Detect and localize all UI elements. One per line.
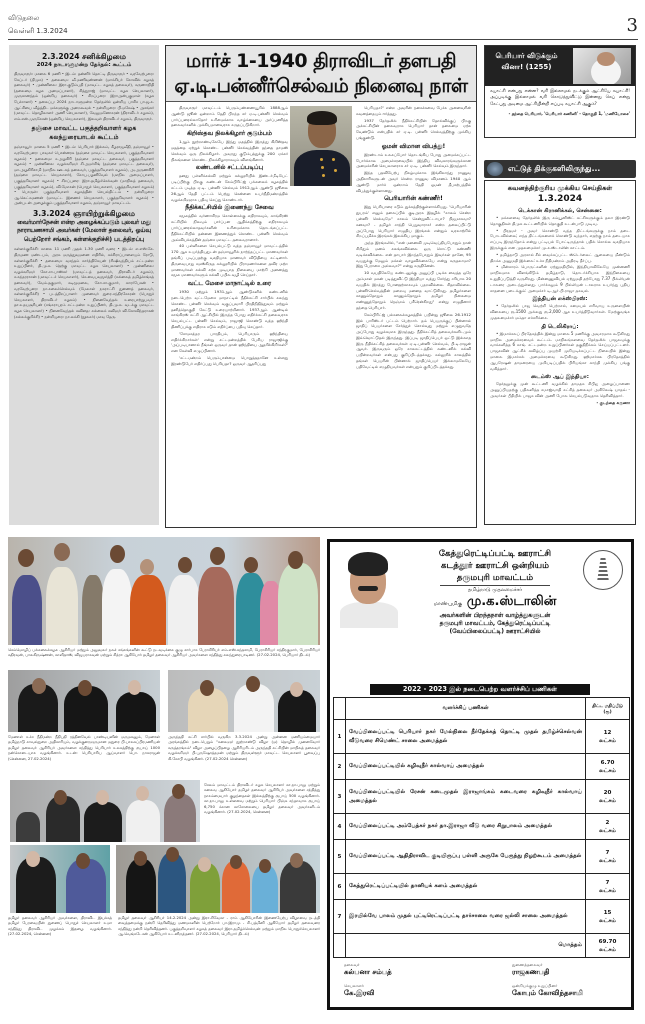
signatory: செயலாளர் கே.இரவி bbox=[344, 983, 375, 997]
table-row bbox=[334, 874, 630, 900]
periyar-question-box bbox=[484, 45, 636, 138]
article-paragraph: 1937 தேர்தலில் நீதிக்கட்சியின் தோல்விக்குப் பிறகு அக்கட்சியின் தலைவராக பெரியார் தான் தலைமை ஏற்க வேண்டும் என்பதில் சர் ஏ.டி. பன்னீர் செல்வத்திற்கு முக்கிய பங்குண்டு. bbox=[356, 117, 471, 140]
news-date: 1.3.2024 bbox=[537, 194, 583, 204]
org-line-3: தருமபுரி மாவட்டம் bbox=[456, 573, 534, 583]
paper-name: விடுதலை bbox=[8, 14, 40, 22]
article-paragraph: இது பெரியாரை கடும் துக்கத்திற்குள்ளாக்கியது. 'பெரியாரின் துயரம்' எனும் தலைப்பில் குடிஅரசு இதழில் "காலம் சென்ற பன்னீர் செல்வமே" காலம் சென்றுவிட்டாயா? நிஜமாகவா? கனவா? - தமிழர் சாந்தி பெறுவாராக! என்ற தலைப்பிட்டு அப்போது பெரியார் எழுதிய இரங்கல் என்றும் வரலாற்றில் சிறப்புமிக்க இரங்கல் இலக்கிய மாகும். bbox=[356, 204, 471, 239]
photo-caption: மேனாள் உச்ச நீதிமன்ற நீதிபதி ரத்தினவேல் பாண்டியனின் மருமகனும், மேனாள் தமிழ்நாடு காவல்துறை அதிகாரியும், வழக்குரைஞருமான மதுரை பி.பாலசுப்பிரமணியன் தமிழர் தலைவர் ஆசிரியர் அவர்களை சந்தித்து பெரியார் உலகத்திற்கு ரூபாய் 1000 நன்கொடையாக வழங்கினார். உடன்: பெரியாரிய ஆய்வாளர் பொ. நாகராஜன் (சென்னை, 27.02.2024) bbox=[8, 734, 160, 761]
news-item: • தேர்தலில் பாஜ வெற்றி பெற்றால், சமையல் எரிவாயு உருளையின் விலையை ரூ.1500 அல்லது ரூ.2,000 ஆக உயர்த்திடுவார்கள். மேற்குவங்க முதலமைச்சர் மம்தா எச்சரிக்கை. bbox=[490, 303, 630, 320]
article-paragraph: கேம்பிரிட்ஜ் பல்கலைக்கழகத்தில் பயின்று ஜூலை 26.1912 இல் பாரிஸ்டர் பட்டம் பெற்றார். தம் பெயருக்குப் பின்னால் ஜாதிப் பெயர்களை சேர்த்துச் சொல்வது மற்றும் எழுதுவதே அப்போது வழக்கமாக இருந்தது. நீதிக்கட்சித் தலைவர்களிடமும் இவ்வொட்டுதல் இருந்தது. இப்படி ஜாதிப்பெயர் ஒட்டு இல்லாத இரு நீதிக்கட்சித் தலைவர்கள் ஏ.டி.பன்னீர் செல்வம், பி.டி.ராஜன் ஆவர். இருவரும் ஒரே காலகட்டத்தில் லண்டனில் கல்வி பயின்றவர்கள் என்பது குறிப்பிடத்தக்கது. கல்லூரிக் காலத்தில் தங்கள் பெயரின் பின்னால் ஜாதிப்பெயர் இல்லாமலேயே பதிவேட்டில் எழுதியவர்கள் என்பதும் குறிப்பிடத்தக்கது. bbox=[356, 311, 471, 369]
news-signature: - குடந்தை கருணா bbox=[596, 399, 630, 405]
quote-text: சுயாட்சி என்பது என்ன? வரி இல்லாமல் நடக்கும் ஆட்சியே சுயாட்சி! அப்படிக்கு இல்லாமல் வரி கொடுத்துவிட்டு இன்னது செய் என்று கேட்பது அடிமை ஆட்சியின்றி எப்படி சுயாட்சி ஆகும்? bbox=[490, 89, 630, 107]
work-description: வேப்பிலைப்பட்டியில் கழிவுநீர் கால்வாய் அமைத்தல் bbox=[346, 754, 586, 780]
signatory: தலைவர் கல்பனா சம்பத் bbox=[344, 962, 392, 976]
amount-header: திட்ட மதிப்பீடு (ரூ) bbox=[586, 698, 630, 720]
row-number: 1 bbox=[334, 720, 346, 754]
masthead bbox=[8, 14, 638, 40]
panchayat-advertisement bbox=[327, 539, 634, 1010]
article-subheading: லண்டனில் சட்டப்படிப்பு bbox=[195, 164, 264, 172]
photo-caption: தமிழர் தலைவர் ஆசிரியர் 14.2.2024 அன்று இரா.சிவேகா - ராம் ஆகியோரின் இணையேற்பு விழாவை நடத்தி வைத்தமைக்கு நன்றி தெரிவித்து மணமகளின் பெற்றோர் பா.இராமு - சி.பத்மினி ஆகியோர் தமிழர் தலைவரை சந்தித்து நன்றி தெரிவித்தனர். பகுத்தறிவாளர் கழகத் தலைவர் இரா.தமிழ்ச்செல்வன் மற்றும் மாநில பொதுச்செயலாளர் ஆ.வெங்கடேசன் ஆகியோர் உடனிருந்தனர். (27.02.2024, பெரியார் திடல்) bbox=[118, 915, 320, 937]
work-description: வேப்பிலைப்பட்டி ஆதிதிராவிட குடியிருப்பு பள்ளி அருகே பேருந்து நிழற்கூடம் அமைத்தல் bbox=[346, 840, 586, 874]
total-label: மொத்தம் bbox=[346, 934, 586, 958]
event-body: கள்ளக்குறிச்சி: காலை 11 மணி முதல் 1.30 மணி வரை • இடம்: எ.எஸ்.கே. திருமண மண்டபம், அரசு மருத்துவமனை எதிரில், கச்சிராப்பாளையம் ரோடு, கள்ளக்குறிச்சி • தலைமை: வசந்தம் கார்த்திகேயன் (ரிஷிவந்தியம் சட்டமன்ற உறுப்பினர், தி.மு.க. தெற்கு மாவட்ட கழக செயலாளர்) • முன்னிலை: வழக்கறிஞர் கோ.சா.பாஸ்கர் (மாவட்டத் தலைவர், திராவிடர் கழகம்), ச.சுந்தரராசன் (மாவட்டச் செயலாளர்), செ.வைபவமூர்த்தி (கல்லைத் தமிழ்ச்சங்கத் தலைவர்), வேம்.தகுமார், கடிமூமலை, கோ.சா.குமார், காரர்பேகன் • வரவேற்புரை: நா.கலைச்செல்வம் (மேலாள் நகராட்சி துணைத் தலைவர், கள்ளக்குறிச்சி) • படத்திறப்பாளர்: முனைவர் துரை.சந்திரசேகரன் (பொதுச் செயலாளர், திராவிடர் கழகம்) • நினைவேந்தல் உரையாற்றுபவர்: தா.உதயசூரியன் (சங்கராபுரம் சட்டமன்ற உறுப்பினர், தி.மு.க. வடக்கு மாவட்ட கழக செயலாளர்) • நினைவேந்தல் கவிதை: கல்லைக் கவிஞர் வி.கோவிந்தராசன் (கல்லக்குறிச்சி) • நன்றியுரை: நா.லக்கி (நூலகர்) மாவ தேரு. bbox=[14, 246, 154, 319]
total-row bbox=[334, 934, 630, 958]
photo-donation-1 bbox=[8, 670, 160, 732]
headline-line-2: ஏ.டி.பன்னீர்செல்வம் நினைவு நாள் bbox=[174, 75, 468, 97]
photo-section bbox=[8, 537, 320, 1017]
article-subheading: ஓமன் விமான விபத்து! bbox=[381, 142, 446, 150]
place-line-1: தருமபுரி மாவட்டம், கேத்துரெட்டிப்பட்டி bbox=[439, 620, 551, 627]
table-row bbox=[334, 754, 630, 780]
quote-box-title bbox=[489, 51, 564, 73]
article-paragraph: அந்த இரங்கலில், "என் மனைவி முடிவெய்தியபோதும் நான் சிறிதும் மனம் கலங்கவில்லை ஒரு சொட்டு கண்ணீர் வடிக்கவில்லை. என் தாயார் இறந்தபோதும் இவர்கள் தானே, 95 வயதுக்கு மேலும் மக்கள் வாழவில்லையே என்று கருதலாமா? இது பேராசை அல்லவா?" என்று கருதினேன். bbox=[356, 240, 471, 269]
event-body: திருவாரூர்: மாலை 6 மணி • இடம்: தன்னிர் தொட்டி திருவாரூர் • வரவேற்புரை: கேப்டர் (திமுக) • தலைமை: வீ.மணிவண்ணன் (மாக்சியர் கோவில் கழகத் தலைவர்) • முன்னிலை: இரா.குடும்பதி (மாவட்ட கழகத் தலைவர்), கருணாநிதி (தலைமை கழக அமைப்பாளர்), சித்துராஜ் (மாவட்ட கழக செயலாளர்), முருகானந்தம் (ஒன்றிய தலைவர்) • சிறப்புரை: இராஅன்புகுமாள் (கழக பேச்சாளர்) • தலைப்பு: 2024 நாடாளுமன்ற தேர்தலில் ஒன்றிய பாசிச பா.ஜ.க. ஆட்சியை வீழ்த்திட மக்களுக்கு அறைகூவல் • நன்றியுரை: பி.மகேஷ் • அசங்கர் (மாவட்ட தொழிலாளர் அணி செயலாளர்), வேலுமனோகரன் (திராவிடர் கழகம்), எம்.என்.முருகேசன் (ஒன்றிய செயலாளர்), இலவுள் திராவிடர் கழகம், திருவாரூர். bbox=[14, 71, 154, 121]
news-banner-text: எட்டுத் திக்குகளிலிருந்து... bbox=[508, 164, 601, 173]
article-headline bbox=[166, 46, 476, 102]
photo-magazine-presentation bbox=[10, 845, 110, 913]
table-row bbox=[334, 900, 630, 934]
news-banner bbox=[484, 160, 636, 178]
globe-icon bbox=[487, 162, 503, 176]
work-amount: 7 லட்சம் bbox=[586, 840, 630, 874]
photo-invitation bbox=[168, 670, 320, 732]
article-paragraph: இரண்டாம் உலகப்போர் தொடங்கிய போது அமைக்கப்பட்ட போர்க்கால அமைச்சரவையில் இந்திய விவகாரங்களுக்கான அமைச்சரின் செயலாளராக சர் ஏ.டி. பன்னீர் செல்வம் இருந்தார். bbox=[356, 151, 471, 169]
row-number: 5 bbox=[334, 840, 346, 874]
photo-salem-donation bbox=[10, 780, 200, 842]
photo-caption: அருந்ததி கட்சி சார்பில் வருகிற 3.3.2024 அன்று அன்னை மணியம்மையார் அரங்கத்தில் நடைபெறும் "கலைஞர் நூற்றாண்டு விழா (ம) தொழில் முனைவோர் கருத்தரங்கம்" விழா அழைப்பிதழை ஆசிரியரிடம் அருந்ததி கட்சியின் மாநிலத் தலைவர் வழக்கறிஞர் பி.புருஷோத்தமன் மற்றும் திருவள்ளூர் மாவட்ட செயலாளர் பூவைப்பு கி.கோபி வழங்கினர். (27.02.2024 சென்னை) bbox=[168, 734, 320, 761]
group-photo-felicitation bbox=[8, 537, 320, 645]
headline-line-1: மார்ச் 1-1940 திராவிடர் தளபதி bbox=[185, 50, 457, 72]
news-title: கவனத்திற்குரிய முக்கிய செய்திகள் bbox=[507, 184, 613, 192]
article-paragraph: தனது பள்ளிக்கல்வி மற்றும் கல்லூரியில் இண்டர்மீடியேட் படிப்பிற்கு பிறகு லண்டன் கேம்பிரிட்ஜ் பல்கலைக் கழகத்தில் சட்டம் படித்த ஏ.டி. பன்னீர் செல்வம் 1912ஆம் ஆண்டு ஜூலை 26ஆம் தேதி பட்டம் பெற்று சென்னை உயர்நீதிமன்றத்தில் வழக்கறிஞராக பதிவு செய்து கொண்டார். bbox=[171, 173, 288, 202]
chief-minister-photo bbox=[338, 550, 400, 626]
greeting: அவர்களின் பிறந்தநாள் வாழ்த்துகளுடன் bbox=[439, 612, 551, 619]
news-item: • இமாச்சலப் பிரதேசத்தில் இன்று மாலை 5 மணிக்கு அவசரமாக கூடுகிறது மாநில அமைச்சரவைக் கூட்டம். மாநிலங்களவை தேர்தலில் பாஜகவுக்கு வாக்களித்த 6 காங். சட்டமன்ற உறுப்பினர்கள் தகுதிநீக்கம் செய்யப்பட்டனர். பாஜகவின் ஆட்சிக் கவிழ்ப்பு முயற்சி முறியடிக்கப்பட்ட நிலையில் இன்று மாலை இமாச்சல் அமைச்சரவை கூடுகிறது. ஹிமாச்சல பிரதேசத்தில் ஆபரேஷன் தாமரையை முறியடிப்பதில் பிரியங்கா காந்தி முக்கிய பங்கு வகித்தார். bbox=[490, 330, 630, 371]
news-source: டெக்கான் கிரானிக்கல், சென்னை: bbox=[518, 208, 602, 214]
table-row bbox=[334, 720, 630, 754]
development-works-table bbox=[333, 697, 630, 958]
row-number: 7 bbox=[334, 900, 346, 934]
table-row bbox=[334, 814, 630, 840]
news-item: • பிரதமர் - அவர் கொண்டு வந்த திட்டங்களுக்கு நாம் தடை போடவில்லை; எந்த திட்டங்களைக் கொண்டு வந்தார், எதற்கு நாம் தடையாக எப்படி இருந்தோம் என்று பட்டியல் போட்டிருந்தால் பதில் சொல்ல வசதியாக இருக்கும் என முதலமைச்சர் மு.க.ஸ்டாலின் காட்டம். bbox=[490, 227, 630, 250]
event-date-heading: 2.3.2024 சனிக்கிழமை bbox=[42, 52, 126, 61]
news-digest-box bbox=[484, 180, 636, 525]
signatory: துணைத்தலைவர் ராஜகணபதி bbox=[512, 962, 550, 976]
article-paragraph: சமூகத்தில் வர்ணாசிரம கொள்கைக்கு எதிராகவும், காங்கிரஸ் கட்சியில் நிலவும் பார்ப்பன ஆதிக்கத்திற்கு எதிராகவும் பார்ப்பனரல்லாதவர்களின் உரிமைக்காக தொடங்கப்பட்ட நீதிக்கட்சியில் தன்னை இணைத்துக் கொண்ட பன்னீர் செல்வம் அவ்வியக்கத்தின் தஞ்சை மாவட்ட தலைவரானார். bbox=[171, 213, 288, 242]
photo-wedding-thanks bbox=[116, 845, 320, 913]
article-paragraph: 'சோமசுந்தர பாரதியும், பெரியாரும் ஹிந்தியை எதிர்க்கிறார்கள்' என்று சட்டமன்றத்தில் பேசிய ராஜாஜிக்கு 'அப்படியானால் நீங்கள் ஒருவர் தான் ஹிந்தியை ஆதரிக்கிறீர்கள்?' என கேள்வி எழுப்பினார். bbox=[171, 330, 288, 354]
issue-date: வெள்ளி 1.3.2024 bbox=[8, 27, 68, 35]
work-amount: 12 லட்சம் bbox=[586, 720, 630, 754]
photo-caption: சேலம் மாவட்டம் திராவிடர் கழக செயலாளர் கா.நா.பாலு மற்றும் கலைவ ஆகியோர் தமிழர் தலைவர் ஆசிரியர் அவர்களை சந்தித்து நாகம்மையார் குழந்தைகள் இல்லத்திற்கு ரூபாய் 500 வழங்கினார். கா.நா.பாலு உள்ளவை மற்றும் பெரியார் பிஞ்சு சந்தாவாக ரூபாய் 6,750 க்கான காசோலையை தமிழர் தலைவர் அவர்களிடம் வழங்கினார். (27.02.2024, சென்னை) bbox=[204, 782, 320, 815]
article-paragraph: 40 பள்ளிகளை செயல்பட்டு வந்த தஞ்சாவூர் மாவட்டத்தில் 170 ஆக உயர்த்தியதுடன் தஞ்சாவூரில் நாற்ந்தப்பட்ட மாணவர்கள் தங்கிப் படிப்பதற்கு வசதியாக மாணவர் விடுதியை கட்டினார். திருவையாறு சமஸ்கிருத கல்லூரியில் பிராமணர்களை தவிர மற்ற மாணவர்கள் கல்வி கற்க முடியாத நிலையை மாற்றி அனைத்து சமூக மாணவர்களும் கல்வி பயில வழி செய்தார். bbox=[171, 243, 288, 278]
work-amount: 7 லட்சம் bbox=[586, 874, 630, 900]
article-subheading: வட்ட மேசை மாநாட்டில் உரை bbox=[187, 280, 272, 288]
event-body: தஞ்சாவூர்: மாலை 5 மணி • இடம்: பெரியார் இல்லம், கீழராஜவீதி, தஞ்சாவூர் • வரவேற்புரை: பாவலர் பொன்னரசு (தஞ்சை மாவட்ட செயலாளர், பகுத்தறிவாளர் கழகம்) • தலைமை: ச.அழகிரி (தஞ்சை மாவட்ட தலைவர், பகுத்தறிவாளர் கழகம்) • முன்னிலை: வழக்கறிஞர் சி.அமர்சிங் (தஞ்சை மாவட்ட தலைவர்), மா.அழகிரிசாமி (மாநில ஊடகத் தலைவர், பகுத்தறிவாளர் கழகம்), அ.அருணகிரி (தஞ்சை மாவட்ட செயலாளர்), கோபு.பழனிவேல் (மாநில அமைப்பாளர், பகுத்தறிவாளர் கழகம்) • சிறப்புரை: இரா.தமிழ்ச்செல்வன் (மாநிலத் தலைவர், பகுத்தறிவாளர் கழகம்), வி.மோகன் (பொதுச் செயலாளர், பகுத்தறிவாளர் கழகம்) • பொருள்: பகுத்தறிவாளர் கழகத்தின் செயல்திட்டம் • நன்றியுரை: ஆ.லெட்சுமணன் (மாவட்ட இணைச் செயலாளர், பகுத்தறிவாளர் கழகம்) • அன்புடன் அழைக்கும் பகுத்தறிவாளர் கழகம், தஞ்சாவூர் மாவட்டம். bbox=[14, 144, 154, 206]
article-column-2 bbox=[356, 105, 471, 371]
row-number: 6 bbox=[334, 874, 346, 900]
place-line-2: (வேப்பிலைப்பட்டி) ஊராட்சியில் bbox=[449, 628, 541, 635]
events-column bbox=[9, 45, 159, 525]
news-item: • மக்களவை தேர்தலில் இரு கம்யூனிஸ்ட் கட்சிகளுக்கும் தலா இரண்டு தொகுதிகள் திமுக கூட்டணியில் தொகுதி உடன்பாடு முடிவு. bbox=[490, 215, 630, 226]
article-paragraph: 1ஆம் நூற்றாண்டிலேயே இந்து மதத்தில் இருந்து கிறிஸ்தவ மதத்தை ஏற்றுக் கொண்ட பன்னீர் செல்வத்தின் தந்தை தாமஸ் செல்வம் ஒரு நிலக்கிழார். அவரது குடும்பத்துக்கு 200 ஏக்கர் நிலங்களை கொண்ட நிலக்கிழாராகவும் விளங்கினார். bbox=[171, 139, 288, 162]
works-header: வளர்ச்சிப் பணிகள் bbox=[346, 698, 586, 720]
news-item: தேர்தலுக்கு முன் கூட்டணி வழக்கில் தாமதக சிபிஐ அழைப்பாணை அனுப்பியதற்கு பதிலளித்த சமாஜ்வாதி கட்சித் தலைவர் அகிலேஷ் யாதவ் - அவர்கள் பீதியில் பாஜக வின் அணி போல செயல்படுவதாக தெரிவித்தார். bbox=[490, 381, 630, 398]
row-number: 2 bbox=[334, 754, 346, 780]
article-portrait-photo bbox=[290, 106, 352, 186]
news-item: • தமிழ்நாடு அரசால் சீல் வைக்கப்பட்ட ஸ்டெர்லைட் ஆலையை மீண்டும் திறக்க அனுமதி இல்லை: உச்ச நீதிமன்றம் அதிரடி தீர்ப்பு. bbox=[490, 251, 630, 263]
event-title: வைர்மார்நேசன் என்ற அழைக்கப்படும் புலவர் மது நாராயணசாமி அவர்கள் (மேலாள் தலைவர், ஓய்வு பெற்றோர் சங்கம், கள்ளக்குறிச்சி) படத்திறப்பு bbox=[17, 219, 151, 243]
ad-header bbox=[400, 548, 590, 636]
work-description: இரயில்வே பாலம் முதல் புட்டிரெட்டிப்பட்டி தார்சாலை வரை ஜல்லி சாலை அமைத்தல் bbox=[346, 900, 586, 934]
lead-article bbox=[165, 45, 477, 528]
row-number: 4 bbox=[334, 814, 346, 840]
honorific: மாண்புமிகு bbox=[433, 601, 463, 607]
table-row bbox=[334, 840, 630, 874]
row-number: 3 bbox=[334, 780, 346, 814]
news-source: தி டெலிகிராப்: bbox=[541, 323, 579, 330]
signatory: ஒன்றியக்குழு உறுப்பினர் கோபும் கோவிந்தசாமி bbox=[512, 983, 583, 997]
work-amount: 6.70 லட்சம் bbox=[586, 754, 630, 780]
article-subheading: பெரியாரின் கண்ணீர்! bbox=[384, 195, 443, 203]
work-description: வேப்பிலைப்பட்டி அம்பேத்கர் நகர் தா.இராஜா வீடு வரை சிறுபாலம் அமைத்தல் bbox=[346, 814, 586, 840]
event-title: தஞ்சை மாவட்ட பகுத்தறிவாளர் கழக கலந்துரையாடல் கூட்டம் bbox=[31, 125, 137, 142]
work-amount: 2 லட்சம் bbox=[586, 814, 630, 840]
work-amount: 20 லட்சம் bbox=[586, 780, 630, 814]
page-number: 3 bbox=[626, 15, 638, 36]
org-line-1: கேத்துரெட்டிப்பட்டி ஊராட்சி bbox=[438, 549, 552, 559]
photo-caption: செம்மொழிப் பல்கலைக்கழக ஆசிரியர் மற்றும் அலுவலர் நலச் சங்கங்களின் கூட்டு நடவடிக்கை குழு சார்பாக பேராசிரியர் எம்.எஸ்.கந்தசாமி, பேராசிரியர் சந்திரகுமார், பேராசிரியர் கதிரவன், பாலகிருஷ்ணன், காளிதாஸ், விஜயராகவன் மற்றும் சித்ரா ஆகியோர் தமிழர் தலைவர் ஆசிரியர் அவர்களை சந்தித்து கலந்துரையாடினர். (27.02.2024, பெரியார் திடல்) bbox=[8, 647, 320, 658]
article-paragraph: 1930 மற்றும் 1931ஆம் ஆண்டுகளில் லண்டனில் நடைபெற்ற வட்டமேசை மாநாட்டில் நீதிக்கட்சி சார்பில் கலந்து கொண்ட பன்னீர் செல்வம் வகுப்புவாரி பிரதிநிதித்துவம் மற்றும் தனித்தொகுதி கேட்டு உரையாற்றினார். 1937ஆம் ஆண்டில் காங்கிரஸ் கட்சி ஆட்சியில் இருந்த போது எதிர்க்கட்சி தலைவராக செயல்பட்ட பன்னீர் செல்வம், ராஜாஜி கொண்டு வந்த ஹிந்தி திணிப்புக்கு எதிராக கடும் எதிர்ப்பை பதிவு செய்தார். bbox=[171, 289, 288, 329]
article-paragraph: பெரியதா?' என்ற அவரின் நகைச்சுவை பேச்சு அனைவரின் கவனத்தையும் ஈர்த்தது. bbox=[356, 105, 471, 116]
cm-title: தமிழ்நாடு முதலமைச்சர் bbox=[468, 587, 522, 593]
work-description: கேத்துரெட்டிப்பட்டியில் தானியக் களம் அமைத்தல் bbox=[346, 874, 586, 900]
news-source: டைம்ஸ் ஆப் இந்தியா: bbox=[531, 374, 589, 381]
article-subheading: கிறிஸ்தவ நிலக்கிழார் குடும்பம் bbox=[187, 130, 272, 138]
article-paragraph: திருவாரூர் மாவட்டம் பெரும்பண்ணையூரில் 1888ஆம் ஆண்டு ஜூன் ஒன்றாம் தேதி பிறந்த சர் ஏ.டி.பன்னீர் செல்வம் பார்ப்பனரல்லாதோர் உரிமைக்காக வாழ்க்கையை அர்ப்பணித்த தலைவர்களில் முக்கியமானவராக கருதப்படுகிறார். bbox=[171, 105, 288, 128]
article-paragraph: இந்த பதவியேற்பு நிகழ்வுக்காக இங்கிலாந்து ராணுவ அதிகாரிகளுடன் அவர் சென்ற ராணுவ விமானம் 1940 ஆம் ஆண்டு மார்ச் ஒன்றாம் தேதி ஓமன் தீபகற்பத்தில் விபத்துக்குள்ளானது. bbox=[356, 170, 471, 193]
cm-name: மு.க.ஸ்டாலின் bbox=[466, 594, 557, 609]
article-paragraph: 'சட்டமன்றம் பெரும்பான்மை பொறுத்ததானே உள்ளது இரண்டுபேர் எதிர்ப்பது பெரியதா? ஒருவர் ஆதரிப்பது bbox=[171, 354, 288, 366]
quote-title-line-1: பெரியார் விடுக்கும் bbox=[495, 52, 558, 60]
news-item: • மின்சாரம் பொருட்களின் ஏற்றுமதியில், இந்தியாவிலேயே முன்னணி மாநிலமாக விளங்கிடும் தமிழ்நாடு, தொடர்ச்சியாக இந்நிலையை உறுதிப்படுத்தி வருகிறது. மின்னணுவியல் ஏற்றுமதி தற்போது 7.37 பில்லியன் டாலரை அடைந்துள்ளது. பார்க்கலும் 9 பில்லியன் டாலராக உயர்ந்து புதிய சாதனை படைக்கும்: அமைச்சர் டி.ஆர்.பி.ராஜா தகவல். bbox=[490, 264, 630, 293]
article-paragraph: 10 வயதிலேயே லண்டனுக்கு அனுப்பி படிக்க வைத்த ஒரே அம்மாள் மகன் படித்துவிட்டு இந்தியா வந்து சேர்ந்து சரியாக 20 வயதில் இறந்து போனதற்காகவும் பதறவில்லை. சிதறவில்லை. பன்னீர்செல்வத்தின் மறைவு மனதை வாட்டுகிறது. தமிழர்களை காணும்தோறும் காணும்தோறும் தமிழர் நிலைமை எண்ணுந்தோறும் நெஞ்சம் பகீரென்கிறது" என்று எழுதினார் தந்தை பெரியார். bbox=[356, 270, 471, 310]
quote-title-line-2: வினா! (1255) bbox=[501, 63, 552, 71]
news-source: இந்தியன் எக்ஸ்பிரஸ்: bbox=[532, 296, 588, 303]
periyar-photo bbox=[573, 48, 631, 84]
quote-source: - தந்தை பெரியார், 'பெரியார் கணினி' - தொகுதி 1, 'மணியோசை' bbox=[508, 111, 630, 117]
org-line-2: கடத்தூர் ஊராட்சி ஒன்றியம் bbox=[441, 561, 549, 571]
event-title: 2024 நாடாளுமன்ற தேர்தல்: கூட்டம் bbox=[36, 62, 132, 68]
event-date-heading: 3.3.2024 ஞாயிற்றுக்கிழமை bbox=[32, 208, 136, 218]
total-amount: 69.70 லட்சம் bbox=[586, 934, 630, 958]
works-strip: 2022 - 2023 இல் நடைபெற்ற வளர்ச்சிப் பணிகள் bbox=[370, 684, 590, 695]
article-subheading: நீதிக்கட்சியில் இணைந்து சேவை bbox=[185, 204, 274, 212]
article-column-1 bbox=[171, 105, 288, 367]
table-row bbox=[334, 780, 630, 814]
photo-caption: தமிழர் தலைவர் ஆசிரியர் அவர்களை, திராவிட இயக்கத் தமிழர் பேரவையின் துணைப் பொதுச் செயலாளர் உமா சந்தித்து திராவிட முழக்கம் இதழை வழங்கினார். (27.02.2024, சென்னை) bbox=[8, 915, 112, 937]
work-description: வேப்பிலைப்பட்டியில் ரேசன் கடைமுதல் இராஜாங்கம் கடைவரை கழிவுநீர் கால்வாய் அமைத்தல் bbox=[346, 780, 586, 814]
work-description: வேப்பிலைப்பட்டி பெரியார் நகர் மேல்நிலை நீர்தேக்கத் தொட்டி முதல் தமிழ்ச்செல்வன் வீடுவரை சிமெண்ட் சாலை அமைத்தல் bbox=[346, 720, 586, 754]
work-amount: 15 லட்சம் bbox=[586, 900, 630, 934]
cm-name-line bbox=[400, 594, 590, 612]
